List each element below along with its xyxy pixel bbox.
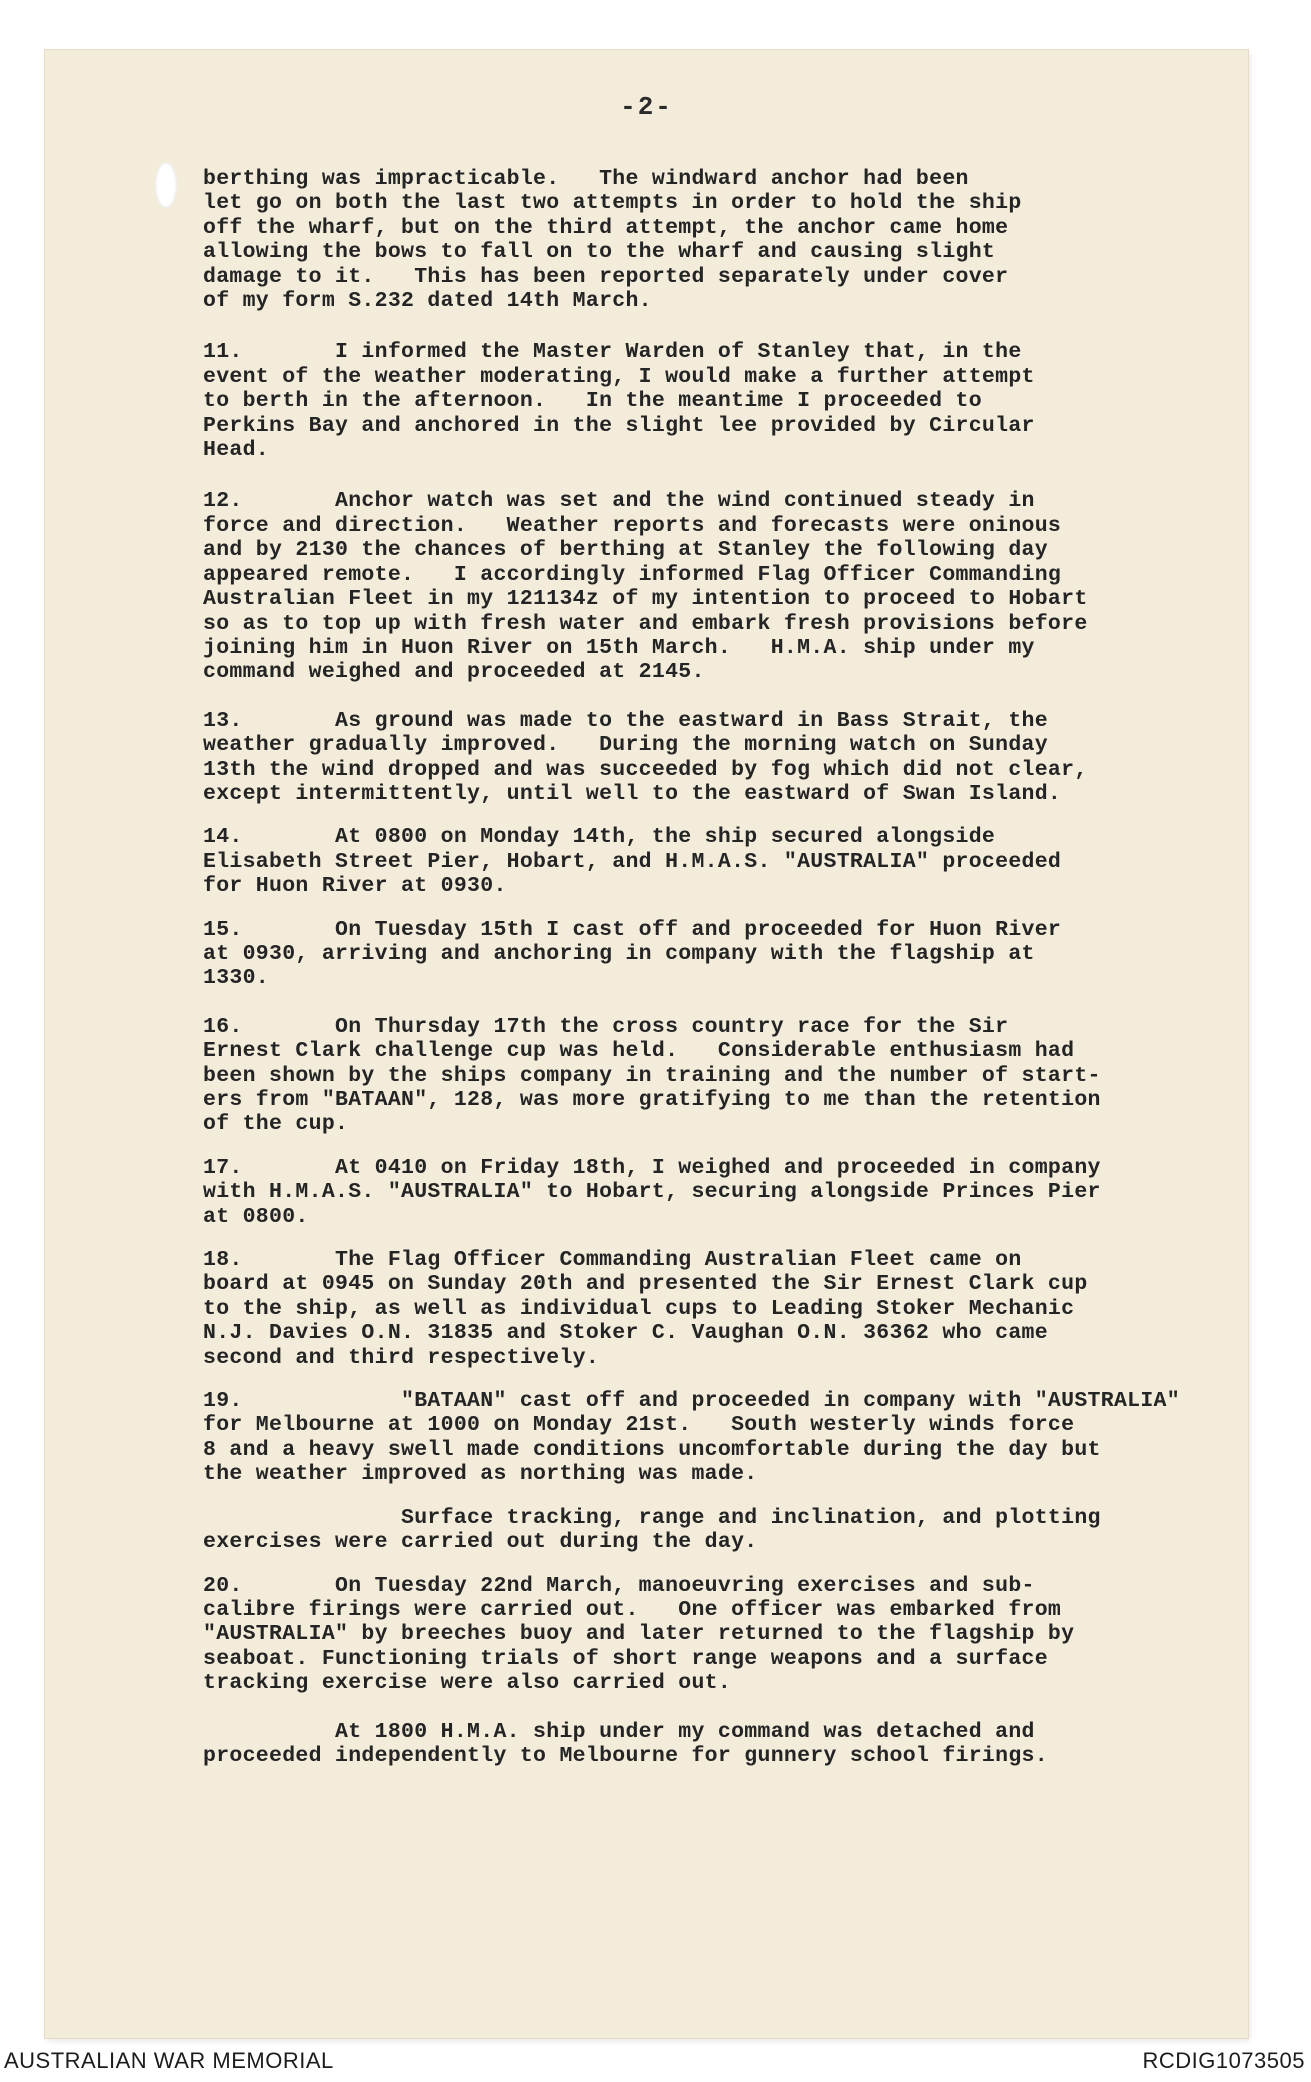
paragraph-13: 13. As ground was made to the eastward in Bass Strait, the weather gradually improved. During the morning watch on Sunday 13th the wind dropped and was succeeded by fog which did not clear, except intermittently, until well to the eastward of Swan Island.: [203, 708, 1088, 806]
punch-hole: [155, 162, 177, 208]
paragraph-17: 17. At 0410 on Friday 18th, I weighed and proceeded in company with H.M.A.S. "AUSTRALIA" to Hobart, securing alongside Princes Pier at 0800.: [203, 1155, 1101, 1229]
paragraph-12: 12. Anchor watch was set and the wind continued steady in force and direction. Weather reports and forecasts were oninous and by 2130 the chances of berthing at Stanley the following day appeared remote. I accordingly informed Flag Officer Commanding Australian Fleet in my 121134z of my intention to proceed to Hobart so as to top up with fresh water and embark fresh provisions before joining him in Huon River on 15th March. H.M.A. ship under my command weighed and proceeded at 2145.: [203, 489, 1088, 685]
footer: [0, 2048, 1311, 2078]
footer-id: RCDIG1073505: [1142, 2048, 1305, 2073]
paragraph-20-continued: At 1800 H.M.A. ship under my command was detached and proceeded independently to Melbourne for gunnery school firings.: [203, 1719, 1048, 1768]
paragraph-15: 15. On Tuesday 15th I cast off and proceeded for Huon River at 0930, arriving and anchoring in company with the flagship at 1330.: [203, 917, 1062, 991]
page-number: -2-: [620, 92, 673, 122]
paragraph-18: 18. The Flag Officer Commanding Australian Fleet came on board at 0945 on Sunday 20th and presented the Sir Ernest Clark cup to the ship, as well as individual cups to Leading Stoker Mechanic N.J. Davies O.N. 31835 and Stoker C. Vaughan O.N. 36362 who came second and third respectively.: [203, 1248, 1088, 1370]
paragraph-19-continued: Surface tracking, range and inclination, and plotting exercises were carried out during the day.: [203, 1505, 1101, 1555]
paragraph-continuation: berthing was impracticable. The windward anchor had been let go on both the last two attempts in order to hold the ship off the wharf, but on the third attempt, the anchor came home allowing the bows to fall on to the wharf and causing slight damage to it. This has been reported separately under cover of my form S.232 dated 14th March.: [203, 167, 1022, 314]
document-page: [45, 50, 1248, 2038]
paragraph-16: 16. On Thursday 17th the cross country race for the Sir Ernest Clark challenge cup was held. Considerable enthusiasm had been shown by the ships company in training and the number of start- ers from "BATAAN", 128, was more gratifying to me than the retention of the cup.: [203, 1014, 1101, 1137]
paragraph-14: 14. At 0800 on Monday 14th, the ship secured alongside Elisabeth Street Pier, Hobart, and H.M.A.S. "AUSTRALIA" proceeded for Huon River at 0930.: [203, 825, 1062, 899]
paragraph-19: 19. "BATAAN" cast off and proceeded in company with "AUSTRALIA" for Melbourne at 1000 on Monday 21st. South westerly winds force 8 and a heavy swell made conditions uncomfortable during the day but the weather improved as northing was made.: [203, 1389, 1180, 1487]
paragraph-20: 20. On Tuesday 22nd March, manoeuvring exercises and sub- calibre firings were carried out. One officer was embarked from "AUSTRALIA" by breeches buoy and later returned to the flagship by seaboat. Functioning trials of short range weapons and a surface tracking exercise were also carried out.: [203, 1573, 1075, 1696]
footer-source: AUSTRALIAN WAR MEMORIAL: [4, 2048, 334, 2073]
paragraph-11: 11. I informed the Master Warden of Stanley that, in the event of the weather moderating, I would make a further attempt to berth in the afternoon. In the meantime I proceeded to Perkins Bay and anchored in the slight lee provided by Circular Head.: [203, 340, 1035, 463]
body-text: [203, 167, 1243, 1768]
